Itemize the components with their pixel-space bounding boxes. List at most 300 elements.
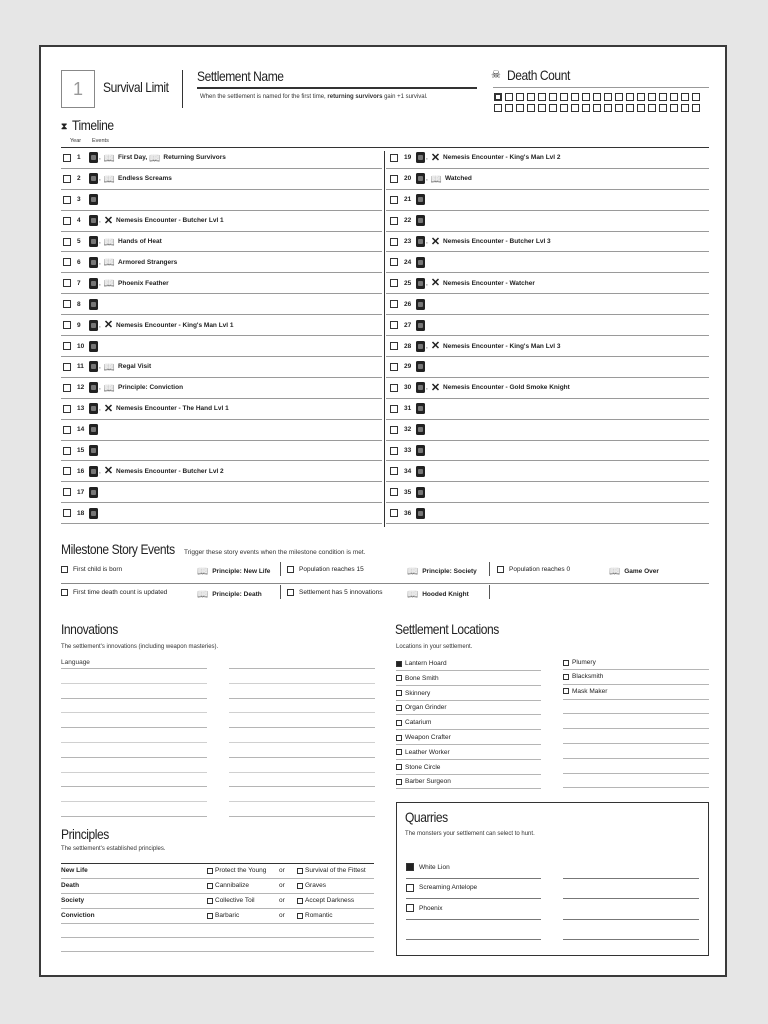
year-checkbox[interactable]	[63, 384, 71, 392]
principle-line	[61, 893, 374, 894]
year-checkbox[interactable]	[63, 488, 71, 496]
death-tally-box[interactable]	[549, 104, 557, 112]
innovation-line[interactable]	[61, 712, 207, 713]
innovation-line[interactable]	[229, 668, 375, 669]
milestone-condition[interactable]	[61, 566, 122, 573]
year-checkbox[interactable]	[63, 279, 71, 287]
milestone-checkbox[interactable]	[61, 566, 68, 573]
quarry-item[interactable]	[406, 884, 477, 892]
quarry-line[interactable]	[406, 939, 541, 940]
milestone-checkbox[interactable]	[287, 589, 294, 596]
timeline-event[interactable]: Hands of Heat	[118, 238, 162, 246]
principle-checkbox[interactable]	[297, 913, 303, 919]
timeline-row	[61, 211, 382, 232]
location-item[interactable]	[396, 675, 439, 682]
year-number: 14	[77, 426, 85, 434]
timeline-row	[386, 253, 709, 274]
death-tally-box[interactable]	[560, 93, 568, 101]
location-name: Lantern Hoard	[405, 660, 447, 667]
separator: ,	[99, 321, 101, 329]
lantern-icon	[416, 424, 425, 435]
separator: ,	[426, 342, 428, 350]
year-checkbox[interactable]	[390, 467, 398, 475]
innovation-line[interactable]	[61, 772, 207, 773]
location-line[interactable]	[563, 773, 709, 774]
location-line[interactable]	[563, 743, 709, 744]
death-tally-box[interactable]	[538, 104, 546, 112]
principle-option-text: Protect the Young	[215, 867, 267, 874]
death-tally-box[interactable]	[615, 93, 623, 101]
timeline-row	[61, 420, 382, 441]
timeline-col-year: Year	[70, 138, 82, 144]
year-number: 25	[404, 279, 412, 287]
lantern-icon	[89, 403, 98, 414]
quarry-line[interactable]	[563, 878, 699, 879]
innovation-line[interactable]	[229, 742, 375, 743]
location-name: Weapon Crafter	[405, 734, 451, 741]
timeline-event[interactable]: First Day,	[118, 154, 148, 162]
timeline-event[interactable]: Nemesis Encounter - Butcher Lvl 1	[116, 217, 224, 225]
death-tally-box[interactable]	[582, 104, 590, 112]
death-tally-box[interactable]	[604, 104, 612, 112]
principle-option-b[interactable]	[297, 867, 366, 874]
death-count-underline	[493, 87, 709, 88]
quarry-checkbox[interactable]	[406, 904, 414, 912]
settlement-name-input[interactable]	[197, 87, 477, 89]
timeline-event[interactable]: Watched	[445, 175, 472, 183]
timeline-event[interactable]: Nemesis Encounter - King's Man Lvl 3	[443, 342, 561, 350]
year-checkbox[interactable]	[63, 300, 71, 308]
innovation-line[interactable]	[229, 712, 375, 713]
year-checkbox[interactable]	[63, 363, 71, 371]
year-checkbox[interactable]	[63, 258, 71, 266]
innovation-line[interactable]	[61, 742, 207, 743]
location-name: Leather Worker	[405, 748, 450, 756]
death-tally-box[interactable]	[571, 93, 579, 101]
year-checkbox[interactable]	[390, 321, 398, 329]
timeline-row	[386, 482, 709, 503]
death-tally-box[interactable]	[681, 104, 689, 112]
lantern-icon	[89, 173, 98, 184]
location-name: Plumery	[572, 659, 596, 666]
timeline-event[interactable]: Nemesis Encounter - Butcher Lvl 2	[116, 467, 224, 475]
principle-checkbox[interactable]	[297, 898, 303, 904]
timeline-row	[61, 232, 382, 253]
location-checkbox[interactable]	[563, 688, 569, 694]
milestones-title: Milestone Story Events	[61, 541, 175, 557]
timeline-row	[61, 336, 382, 357]
year-checkbox[interactable]	[390, 154, 398, 162]
milestone-condition[interactable]	[497, 566, 570, 573]
milestone-event	[195, 566, 270, 576]
milestone-event-text: Game Over	[624, 567, 659, 575]
year-number: 12	[77, 384, 85, 392]
location-line	[396, 729, 541, 730]
year-number: 21	[404, 196, 412, 204]
death-tally-box[interactable]	[571, 104, 579, 112]
timeline-event[interactable]: Armored Strangers	[118, 258, 178, 266]
death-tally-box[interactable]	[494, 104, 502, 112]
location-checkbox[interactable]	[396, 749, 402, 755]
location-name: Stone Circle	[405, 763, 441, 771]
separator: ,	[99, 258, 101, 266]
year-number: 6	[77, 258, 81, 266]
year-checkbox[interactable]	[63, 405, 71, 413]
lantern-icon	[416, 341, 425, 352]
timeline-row	[61, 148, 382, 169]
location-item[interactable]	[396, 778, 451, 785]
principle-option-b[interactable]	[297, 897, 354, 904]
crossed-swords-icon: ✕	[430, 235, 441, 248]
separator: ,	[99, 154, 101, 162]
year-checkbox[interactable]	[390, 217, 398, 225]
crossed-swords-icon: ✕	[430, 340, 441, 353]
timeline-row	[386, 294, 709, 315]
year-number: 17	[77, 488, 85, 496]
death-tally-box[interactable]	[615, 104, 623, 112]
milestone-condition-text: First time death count is updated	[73, 589, 168, 596]
quarry-item[interactable]	[406, 904, 443, 912]
death-tally-box[interactable]	[516, 104, 524, 112]
death-count-tally[interactable]	[494, 93, 700, 112]
location-name: Mask Maker	[572, 687, 608, 695]
innovation-line[interactable]	[61, 757, 207, 758]
location-checkbox[interactable]	[396, 764, 402, 770]
timeline-event[interactable]: Nemesis Encounter - King's Man Lvl 2	[443, 154, 561, 162]
year-checkbox[interactable]	[63, 238, 71, 246]
timeline-event[interactable]: Nemesis Encounter - Butcher Lvl 3	[443, 238, 551, 246]
location-checkbox[interactable]	[396, 690, 402, 696]
book-icon: 📖	[609, 566, 621, 576]
death-tally-box[interactable]	[648, 104, 656, 112]
milestone-event	[405, 589, 469, 599]
year-checkbox[interactable]	[63, 447, 71, 455]
year-checkbox[interactable]	[390, 196, 398, 204]
location-item[interactable]	[563, 659, 596, 666]
principle-checkbox[interactable]	[297, 883, 303, 889]
timeline-event[interactable]: Nemesis Encounter - Watcher	[443, 279, 535, 287]
lantern-icon	[89, 487, 98, 498]
death-tally-box[interactable]	[527, 104, 535, 112]
lantern-icon	[416, 361, 425, 372]
year-checkbox[interactable]	[390, 175, 398, 183]
location-line[interactable]	[563, 713, 709, 714]
innovation-line[interactable]	[61, 786, 207, 787]
location-checkbox[interactable]	[563, 660, 569, 666]
location-checkbox[interactable]	[396, 720, 402, 726]
timeline-row	[386, 420, 709, 441]
year-checkbox[interactable]	[63, 467, 71, 475]
crossed-swords-icon: ✕	[103, 465, 114, 478]
principle-checkbox[interactable]	[207, 898, 213, 904]
year-checkbox[interactable]	[390, 488, 398, 496]
death-tally-box[interactable]	[637, 93, 645, 101]
timeline-row	[61, 253, 382, 274]
lantern-icon	[416, 173, 425, 184]
quarry-line[interactable]	[406, 878, 541, 879]
location-line[interactable]	[563, 699, 709, 700]
milestone-separator	[280, 562, 281, 576]
year-number: 9	[77, 321, 81, 329]
location-checkbox[interactable]	[396, 779, 402, 785]
death-tally-box[interactable]	[648, 93, 656, 101]
death-tally-box[interactable]	[659, 104, 667, 112]
year-checkbox[interactable]	[390, 300, 398, 308]
separator: ,	[99, 175, 101, 183]
location-item[interactable]	[396, 749, 450, 756]
quarry-item[interactable]	[406, 863, 450, 871]
death-tally-box[interactable]	[527, 93, 535, 101]
location-item[interactable]	[396, 734, 451, 741]
location-name: Bone Smith	[405, 674, 439, 682]
milestones-subtitle: Trigger these story events when the milestone condition is met.	[184, 549, 366, 556]
separator: ,	[426, 238, 428, 246]
innovation-line[interactable]	[229, 786, 375, 787]
death-tally-box[interactable]	[505, 93, 513, 101]
principle-checkbox[interactable]	[297, 868, 303, 874]
death-tally-box[interactable]	[593, 93, 601, 101]
principle-option-a[interactable]	[207, 912, 239, 919]
milestone-condition[interactable]	[287, 589, 382, 596]
quarry-checkbox[interactable]	[406, 863, 414, 871]
location-name: Organ Grinder	[405, 704, 447, 712]
location-line	[396, 759, 541, 760]
principle-option-b[interactable]	[297, 882, 326, 889]
milestone-event-text: Hooded Knight	[422, 590, 469, 598]
milestone-condition[interactable]	[287, 566, 364, 573]
year-number: 10	[77, 342, 85, 350]
year-number: 32	[404, 426, 412, 434]
lantern-icon	[89, 466, 98, 477]
divider	[182, 70, 183, 108]
death-tally-box[interactable]	[593, 104, 601, 112]
location-checkbox[interactable]	[563, 674, 569, 680]
year-checkbox[interactable]	[390, 384, 398, 392]
location-line	[396, 714, 541, 715]
separator: ,	[426, 175, 428, 183]
separator: ,	[99, 363, 101, 371]
quarry-name: Screaming Antelope	[419, 884, 478, 891]
principle-line[interactable]	[61, 937, 374, 938]
milestone-event	[405, 566, 477, 576]
year-checkbox[interactable]	[390, 426, 398, 434]
year-checkbox[interactable]	[63, 426, 71, 434]
year-checkbox[interactable]	[390, 363, 398, 371]
milestone-checkbox[interactable]	[287, 566, 294, 573]
lantern-icon	[89, 215, 98, 226]
year-checkbox[interactable]	[390, 238, 398, 246]
locations-title: Settlement Locations	[395, 621, 499, 637]
or-label: or	[279, 867, 285, 874]
separator: ,	[99, 217, 101, 225]
milestone-event-text: Principle: New Life	[212, 567, 271, 575]
principles-subtitle: The settlement's established principles.	[61, 846, 166, 852]
location-line	[396, 744, 541, 745]
timeline-row	[61, 399, 382, 420]
principle-option-a[interactable]	[207, 897, 255, 904]
innovation-line[interactable]	[229, 816, 375, 817]
death-tally-box[interactable]	[505, 104, 513, 112]
principle-checkbox[interactable]	[207, 913, 213, 919]
lantern-icon	[416, 382, 425, 393]
timeline-row	[61, 190, 382, 211]
year-checkbox[interactable]	[63, 342, 71, 350]
timeline-event[interactable]: Phoenix Feather	[118, 279, 169, 287]
death-tally-box[interactable]	[582, 93, 590, 101]
location-item[interactable]	[396, 719, 431, 726]
location-item[interactable]	[396, 764, 440, 771]
book-icon: 📖	[103, 236, 116, 247]
death-tally-box[interactable]	[670, 104, 678, 112]
milestone-checkbox[interactable]	[497, 566, 504, 573]
quarry-line[interactable]	[563, 898, 699, 899]
year-checkbox[interactable]	[390, 342, 398, 350]
timeline-row	[61, 315, 382, 336]
year-number: 3	[77, 196, 81, 204]
location-line	[396, 774, 541, 775]
quarry-checkbox[interactable]	[406, 884, 414, 892]
principle-name: Society	[61, 897, 85, 904]
location-line[interactable]	[563, 758, 709, 759]
timeline-event[interactable]: Nemesis Encounter - Gold Smoke Knight	[443, 384, 570, 392]
timeline-event[interactable]: Principle: Conviction	[118, 384, 184, 392]
death-tally-box[interactable]	[692, 93, 700, 101]
death-tally-box[interactable]	[604, 93, 612, 101]
year-checkbox[interactable]	[390, 405, 398, 413]
timeline-row	[386, 503, 709, 524]
location-item[interactable]	[563, 688, 607, 695]
innovation-line[interactable]	[61, 816, 207, 817]
book-icon: 📖	[103, 382, 116, 393]
year-checkbox[interactable]	[390, 447, 398, 455]
principle-option-text: Survival of the Fittest	[305, 867, 366, 874]
lantern-icon	[416, 487, 425, 498]
or-label: or	[279, 912, 285, 919]
death-tally-box[interactable]	[637, 104, 645, 112]
quarry-line[interactable]	[563, 919, 699, 920]
timeline-row	[386, 357, 709, 378]
book-icon: 📖	[430, 173, 443, 184]
lantern-icon	[89, 299, 98, 310]
location-line[interactable]	[563, 669, 709, 670]
year-checkbox[interactable]	[390, 258, 398, 266]
location-checkbox[interactable]	[396, 735, 402, 741]
innovation-line[interactable]	[229, 727, 375, 728]
location-line[interactable]	[563, 787, 709, 788]
book-icon: 📖	[197, 566, 209, 576]
timeline-event[interactable]: Endless Screams	[118, 175, 172, 183]
principle-option-b[interactable]	[297, 912, 332, 919]
quarry-line[interactable]	[406, 919, 541, 920]
timeline-event[interactable]: Nemesis Encounter - The Hand Lvl 1	[116, 405, 229, 413]
principle-option-a[interactable]	[207, 867, 266, 874]
location-line[interactable]	[563, 684, 709, 685]
timeline-row	[61, 169, 382, 190]
principle-option-text: Cannibalize	[215, 882, 249, 889]
quarry-line[interactable]	[406, 898, 541, 899]
timeline-event[interactable]: Regal Visit	[118, 363, 152, 371]
innovation-line[interactable]	[229, 683, 375, 684]
innovation-line[interactable]	[229, 757, 375, 758]
year-checkbox[interactable]	[390, 279, 398, 287]
principle-checkbox[interactable]	[207, 868, 213, 874]
death-tally-box[interactable]	[560, 104, 568, 112]
location-item[interactable]	[396, 690, 430, 697]
death-tally-box[interactable]	[626, 104, 634, 112]
timeline-row	[61, 503, 382, 524]
settlement-record-sheet	[39, 45, 727, 977]
lantern-icon	[89, 341, 98, 352]
principle-checkbox[interactable]	[207, 883, 213, 889]
death-tally-box[interactable]	[692, 104, 700, 112]
innovation-line[interactable]	[229, 698, 375, 699]
location-line[interactable]	[563, 728, 709, 729]
location-item[interactable]	[396, 660, 447, 667]
year-checkbox[interactable]	[63, 321, 71, 329]
separator: ,	[99, 467, 101, 475]
innovation-line[interactable]	[61, 668, 207, 669]
location-name: Barber Surgeon	[405, 778, 451, 786]
year-checkbox[interactable]	[63, 509, 71, 517]
innovation-line[interactable]	[61, 801, 207, 802]
death-tally-box[interactable]	[549, 93, 557, 101]
timeline-event[interactable]: Nemesis Encounter - King's Man Lvl 1	[116, 321, 234, 329]
survival-limit-box[interactable]	[61, 70, 95, 108]
separator: ,	[99, 238, 101, 246]
innovation-line[interactable]	[229, 772, 375, 773]
death-tally-box[interactable]	[626, 93, 634, 101]
location-checkbox[interactable]	[396, 661, 402, 667]
innovation-line[interactable]	[61, 727, 207, 728]
principle-line[interactable]	[61, 951, 374, 952]
timeline-event[interactable]: Returning Survivors	[163, 154, 226, 162]
timeline-row	[386, 190, 709, 211]
year-checkbox[interactable]	[390, 509, 398, 517]
location-item[interactable]	[563, 673, 603, 680]
death-tally-box[interactable]	[681, 93, 689, 101]
death-tally-box[interactable]	[516, 93, 524, 101]
lantern-icon	[416, 194, 425, 205]
innovation-line[interactable]	[61, 698, 207, 699]
milestone-condition[interactable]	[61, 589, 167, 596]
principles-title: Principles	[61, 826, 109, 842]
death-tally-box[interactable]	[659, 93, 667, 101]
location-checkbox[interactable]	[396, 675, 402, 681]
year-checkbox[interactable]	[63, 217, 71, 225]
location-line	[396, 700, 541, 701]
year-number: 4	[77, 217, 81, 225]
separator: ,	[426, 154, 428, 162]
milestone-checkbox[interactable]	[61, 589, 68, 596]
death-tally-box[interactable]	[670, 93, 678, 101]
death-tally-box[interactable]	[494, 93, 502, 101]
innovations-subtitle: The settlement's innovations (including weapon masteries).	[61, 644, 219, 650]
innovation-entry[interactable]: Language	[61, 659, 90, 666]
location-item[interactable]	[396, 704, 447, 711]
principle-option-a[interactable]	[207, 882, 249, 889]
innovation-line[interactable]	[61, 683, 207, 684]
crossed-swords-icon: ✕	[430, 381, 441, 394]
year-checkbox[interactable]	[63, 196, 71, 204]
year-checkbox[interactable]	[63, 175, 71, 183]
year-number: 15	[77, 447, 85, 455]
year-checkbox[interactable]	[63, 154, 71, 162]
location-checkbox[interactable]	[396, 705, 402, 711]
quarry-line[interactable]	[563, 939, 699, 940]
innovation-line[interactable]	[229, 801, 375, 802]
death-tally-box[interactable]	[538, 93, 546, 101]
lantern-icon	[416, 257, 425, 268]
